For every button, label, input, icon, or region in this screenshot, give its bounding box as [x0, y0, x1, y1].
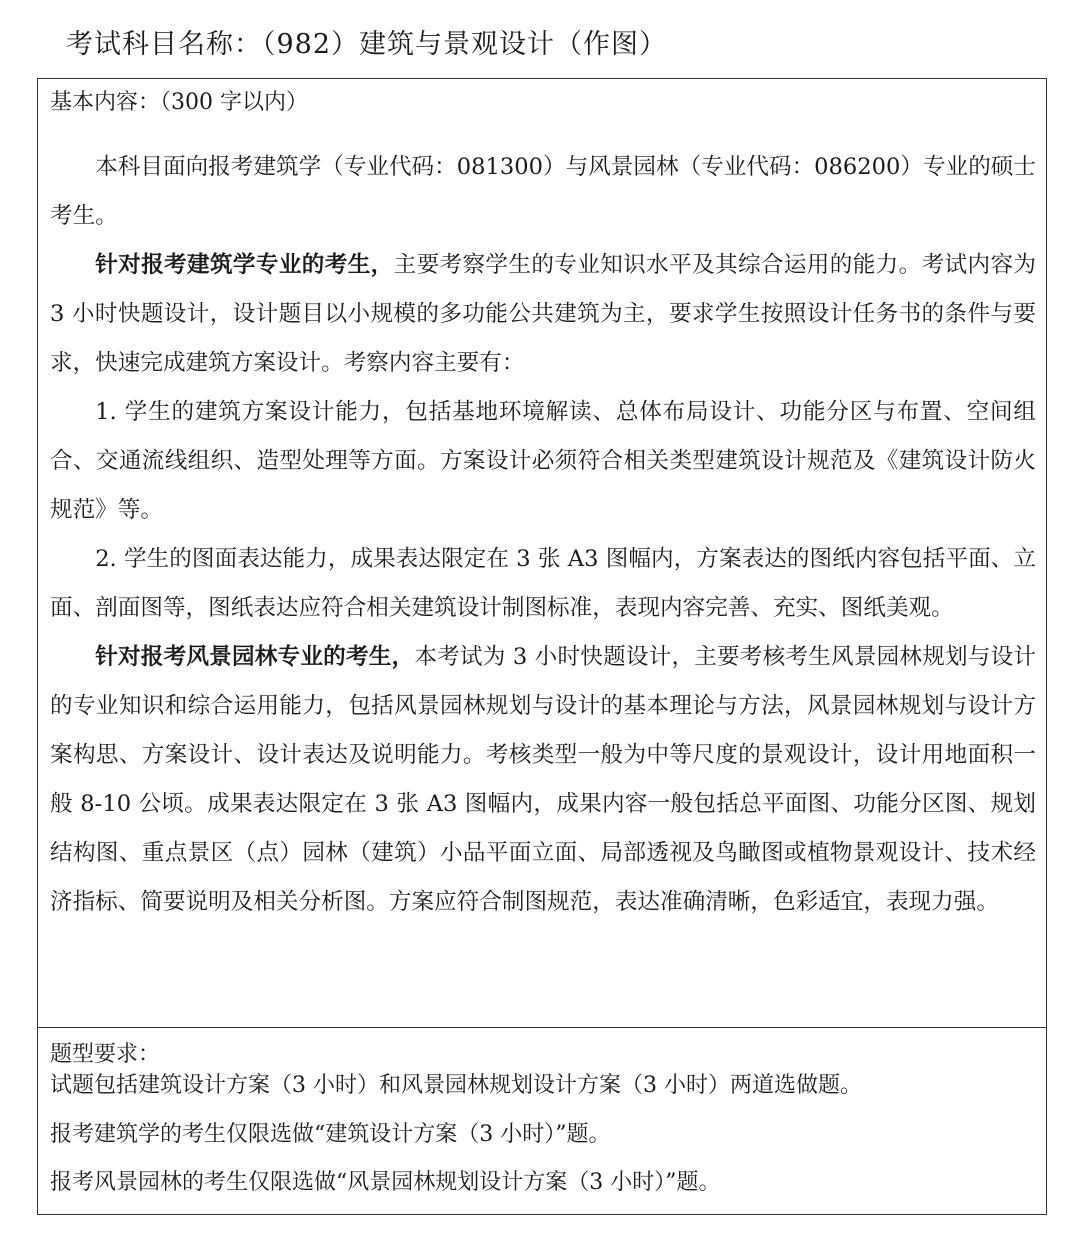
requirements-label: 题型要求： [50, 1042, 161, 1067]
requirements-section [38, 1029, 1046, 1215]
requirement-line: 试题包括建筑设计方案（3 小时）和风景园林规划设计方案（3 小时）两道选做题。 [50, 1073, 862, 1098]
requirement-line: 报考风景园林的考生仅限选做“风景园林规划设计方案（3 小时）”题。 [50, 1170, 721, 1195]
syllabus-table [37, 78, 1047, 1215]
basic-content-label: 基本内容：（300 字以内） [50, 90, 308, 115]
architecture-body: 主要考察学生的专业知识水平及其综合运用的能力。考试内容为 3 小时快题设计，设计题目以小规模的多功能公共建筑为主，要求学生按照设计任务书的条件与要求，快速完成建筑方案设计。考察内容主要有： [50, 252, 1037, 376]
architecture-point-1: 1. 学生的建筑方案设计能力，包括基地环境解读、总体布局设计、功能分区与布置、空间组合、交通流线组织、造型处理等方面。方案设计必须符合相关类型建筑设计规范及《建筑设计防火规范》等。 [50, 399, 1036, 523]
basic-content-section [38, 79, 1046, 1027]
architecture-point-2: 2. 学生的图面表达能力，成果表达限定在 3 张 A3 图幅内，方案表达的图纸内容包括平面、立面、剖面图等，图纸表达应符合相关建筑设计制图标准，表现内容完善、充实、图纸美观。 [50, 546, 1036, 621]
intro-paragraph: 本科目面向报考建筑学（专业代码：081300）与风景园林（专业代码：086200）专业的硕士考生。 [50, 154, 1036, 229]
architecture-paragraph [50, 241, 1036, 388]
page-title: 考试科目名称：（982）建筑与景观设计（作图） [66, 29, 668, 60]
architecture-lead: 针对报考建筑学专业的考生， [95, 252, 394, 278]
requirement-line: 报考建筑学的考生仅限选做“建筑设计方案（3 小时）”题。 [50, 1122, 611, 1147]
landscape-body: 本考试为 3 小时快题设计，主要考核考生风景园林规划与设计的专业知识和综合运用能力，包括风景园林规划与设计的基本理论与方法，风景园林规划与设计方案构思、方案设计、设计表达及说明能力。考核类型一般为中等尺度的景观设计，设计用地面积一般 8-10 公顷。成果表达限定在 3 张 A3 图幅内，成果内容一般包括总平面图、功能分区图、规划结构图、重点景区（点）园林（建筑）小品平面立面、局部透视及鸟瞰图或植物景观设计、技术经济指标、简要说明及相关分析图。方案应符合制图规范，表达准确清晰，色彩适宜，表现力强。 [50, 644, 1036, 915]
basic-content-body [50, 143, 1036, 927]
landscape-paragraph [50, 633, 1036, 927]
section-divider [38, 1027, 1046, 1028]
landscape-lead: 针对报考风景园林专业的考生， [95, 644, 415, 670]
